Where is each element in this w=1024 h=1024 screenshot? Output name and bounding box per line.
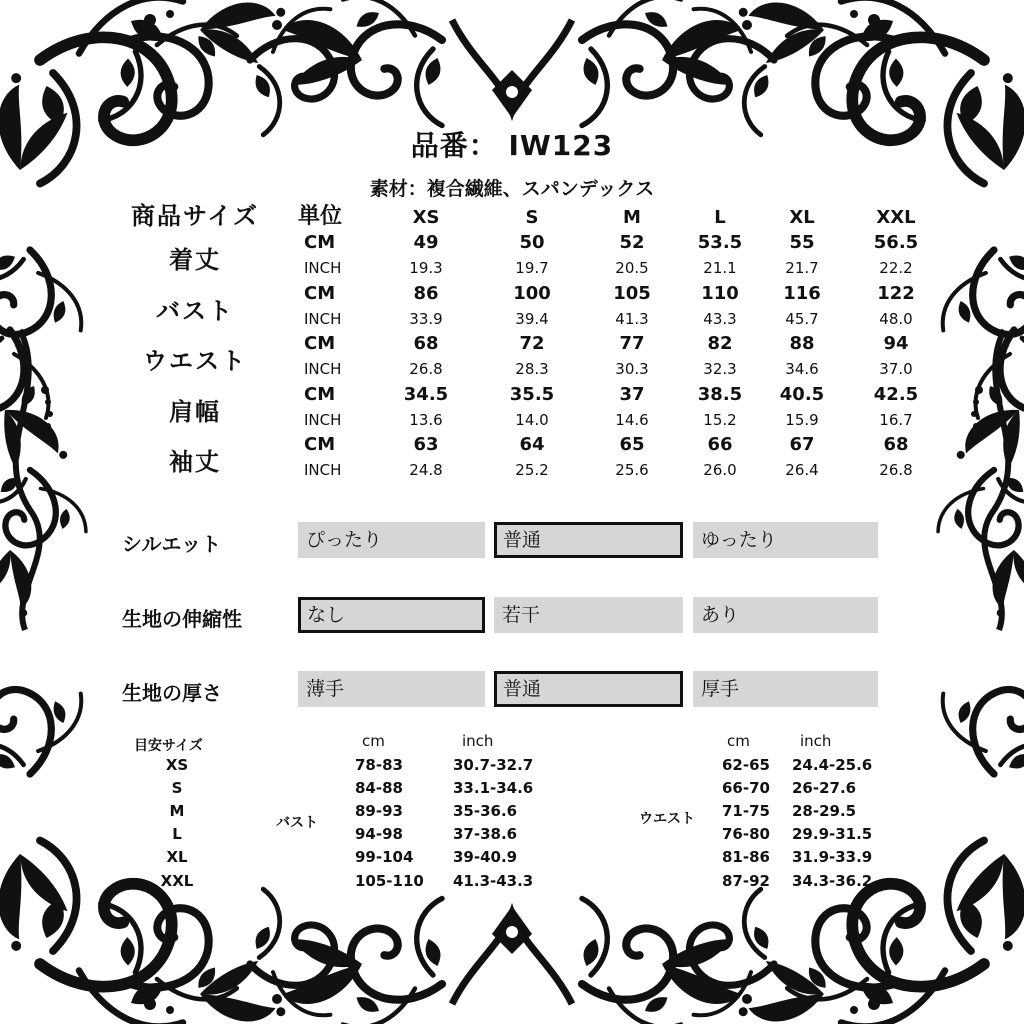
inch-value: 25.2 [515, 461, 549, 479]
guide-size-label: XXL [160, 872, 194, 890]
guide-bust-cm: 78-83 [355, 756, 403, 774]
guide-bust-inch: 33.1-34.6 [453, 779, 534, 797]
guide-bust-inch: 37-38.6 [453, 825, 518, 843]
size-column-header: M [623, 207, 641, 228]
guide-bust-label: バスト [276, 815, 318, 831]
cm-value: 52 [619, 232, 645, 253]
cm-value: 122 [877, 283, 915, 304]
attribute-option: ゆったり [693, 522, 878, 558]
guide-waist-cm: 66-70 [722, 779, 770, 797]
guide-bust-inch: 35-36.6 [453, 802, 518, 820]
guide-waist-cm: 81-86 [722, 848, 770, 866]
inch-value: 41.3 [615, 310, 649, 328]
cm-value: 105 [613, 283, 651, 304]
guide-waist-inch: 26-27.6 [792, 779, 857, 797]
attribute-option: 厚手 [693, 671, 878, 707]
cm-value: 49 [413, 232, 439, 253]
inch-value: 26.4 [785, 461, 819, 479]
cm-value: 56.5 [873, 232, 919, 253]
inch-value: 25.6 [615, 461, 649, 479]
measurement-label: ウエスト [143, 347, 247, 375]
size-column-header: XXL [876, 207, 916, 228]
size-column-header: XS [412, 207, 440, 228]
cm-value: 68 [883, 434, 909, 455]
guide-waist-cm: 62-65 [722, 756, 770, 774]
size-column-header: XL [789, 207, 815, 228]
unit-cm-label: CM [304, 333, 336, 354]
guide-bust-cm: 99-104 [355, 848, 414, 866]
cm-value: 94 [883, 333, 909, 354]
guide-bust-cm: 84-88 [355, 779, 403, 797]
attribute-option-selected: 普通 [494, 671, 683, 707]
guide-size-label: L [172, 825, 182, 843]
attribute-option: あり [693, 597, 878, 633]
measurement-label: 袖丈 [169, 448, 221, 476]
cm-value: 88 [789, 333, 815, 354]
guide-bust-inch: 41.3-43.3 [453, 872, 534, 890]
inch-value: 45.7 [785, 310, 819, 328]
inch-value: 30.3 [615, 360, 649, 378]
inch-value: 32.3 [703, 360, 737, 378]
inch-value: 21.7 [785, 259, 819, 277]
guide-waist-label: ウエスト [639, 811, 695, 827]
unit-inch-label: INCH [304, 360, 342, 378]
guide-bust-cm-header: cm [362, 732, 385, 750]
cm-value: 40.5 [779, 384, 825, 405]
guide-waist-cm: 76-80 [722, 825, 770, 843]
cm-value: 35.5 [509, 384, 555, 405]
cm-value: 34.5 [403, 384, 449, 405]
cm-value: 37 [619, 384, 645, 405]
cm-value: 72 [519, 333, 545, 354]
inch-value: 15.2 [703, 411, 737, 429]
inch-value: 33.9 [409, 310, 443, 328]
guide-waist-inch: 28-29.5 [792, 802, 857, 820]
inch-value: 26.8 [409, 360, 443, 378]
product-number-title: 品番： IW123 [410, 129, 614, 162]
unit-inch-label: INCH [304, 259, 342, 277]
cm-value: 50 [519, 232, 545, 253]
cm-value: 66 [707, 434, 733, 455]
guide-waist-inch: 29.9-31.5 [792, 825, 873, 843]
unit-inch-label: INCH [304, 411, 342, 429]
attribute-option: 若干 [494, 597, 683, 633]
inch-value: 19.3 [409, 259, 443, 277]
unit-cm-label: CM [304, 232, 336, 253]
cm-value: 116 [783, 283, 821, 304]
unit-cm-label: CM [304, 434, 336, 455]
inch-value: 16.7 [879, 411, 913, 429]
material-line: 素材：複合繊維、スパンデックス [369, 178, 655, 200]
guide-bust-cm: 94-98 [355, 825, 403, 843]
unit-inch-label: INCH [304, 461, 342, 479]
cm-value: 64 [519, 434, 545, 455]
inch-value: 39.4 [515, 310, 549, 328]
guide-size-label: M [169, 802, 185, 820]
inch-value: 34.6 [785, 360, 819, 378]
guide-waist-cm: 71-75 [722, 802, 770, 820]
guide-size-label: S [171, 779, 183, 797]
attribute-label: 生地の厚さ [122, 681, 222, 705]
guide-waist-cm: 87-92 [722, 872, 770, 890]
measurement-label: 肩幅 [169, 398, 221, 426]
guide-size-label: XL [166, 848, 188, 866]
cm-value: 82 [707, 333, 733, 354]
unit-cm-label: CM [304, 384, 336, 405]
measurement-label: 着丈 [169, 246, 221, 274]
guide-waist-cm-header: cm [727, 732, 750, 750]
cm-value: 67 [789, 434, 815, 455]
guide-waist-inch: 24.4-25.6 [792, 756, 873, 774]
inch-value: 14.0 [515, 411, 549, 429]
unit-inch-label: INCH [304, 310, 342, 328]
attribute-label: 生地の伸縮性 [122, 607, 242, 631]
unit-cm-label: CM [304, 283, 336, 304]
inch-value: 22.2 [879, 259, 913, 277]
measurement-label: バスト [156, 297, 234, 325]
guide-waist-inch-header: inch [800, 732, 832, 750]
guide-title: 目安サイズ [134, 738, 203, 754]
cm-value: 42.5 [873, 384, 919, 405]
guide-bust-cm: 105-110 [355, 872, 424, 890]
guide-bust-cm: 89-93 [355, 802, 403, 820]
cm-value: 63 [413, 434, 439, 455]
cm-value: 77 [619, 333, 645, 354]
size-table-corner-label: 商品サイズ [130, 202, 260, 230]
attribute-option-selected: 普通 [494, 522, 683, 558]
inch-value: 28.3 [515, 360, 549, 378]
inch-value: 20.5 [615, 259, 649, 277]
guide-bust-inch: 30.7-32.7 [453, 756, 534, 774]
cm-value: 100 [513, 283, 551, 304]
guide-bust-inch-header: inch [462, 732, 494, 750]
guide-waist-inch: 34.3-36.2 [792, 872, 873, 890]
guide-waist-inch: 31.9-33.9 [792, 848, 873, 866]
inch-value: 48.0 [879, 310, 913, 328]
attribute-option: 薄手 [298, 671, 485, 707]
inch-value: 43.3 [703, 310, 737, 328]
inch-value: 13.6 [409, 411, 443, 429]
cm-value: 68 [413, 333, 439, 354]
attribute-option-selected: なし [298, 597, 485, 633]
size-column-header: L [714, 207, 726, 228]
inch-value: 15.9 [785, 411, 819, 429]
guide-bust-inch: 39-40.9 [453, 848, 518, 866]
inch-value: 26.8 [879, 461, 913, 479]
inch-value: 19.7 [515, 259, 549, 277]
inch-value: 14.6 [615, 411, 649, 429]
cm-value: 65 [619, 434, 645, 455]
attribute-label: シルエット [122, 532, 222, 556]
cm-value: 53.5 [697, 232, 743, 253]
size-column-header: S [525, 207, 539, 228]
cm-value: 86 [413, 283, 439, 304]
unit-header: 単位 [298, 204, 343, 229]
inch-value: 26.0 [703, 461, 737, 479]
inch-value: 24.8 [409, 461, 443, 479]
attribute-option: ぴったり [298, 522, 485, 558]
inch-value: 37.0 [879, 360, 913, 378]
cm-value: 110 [701, 283, 739, 304]
inch-value: 21.1 [703, 259, 737, 277]
guide-size-label: XS [165, 756, 189, 774]
cm-value: 55 [789, 232, 815, 253]
cm-value: 38.5 [697, 384, 743, 405]
